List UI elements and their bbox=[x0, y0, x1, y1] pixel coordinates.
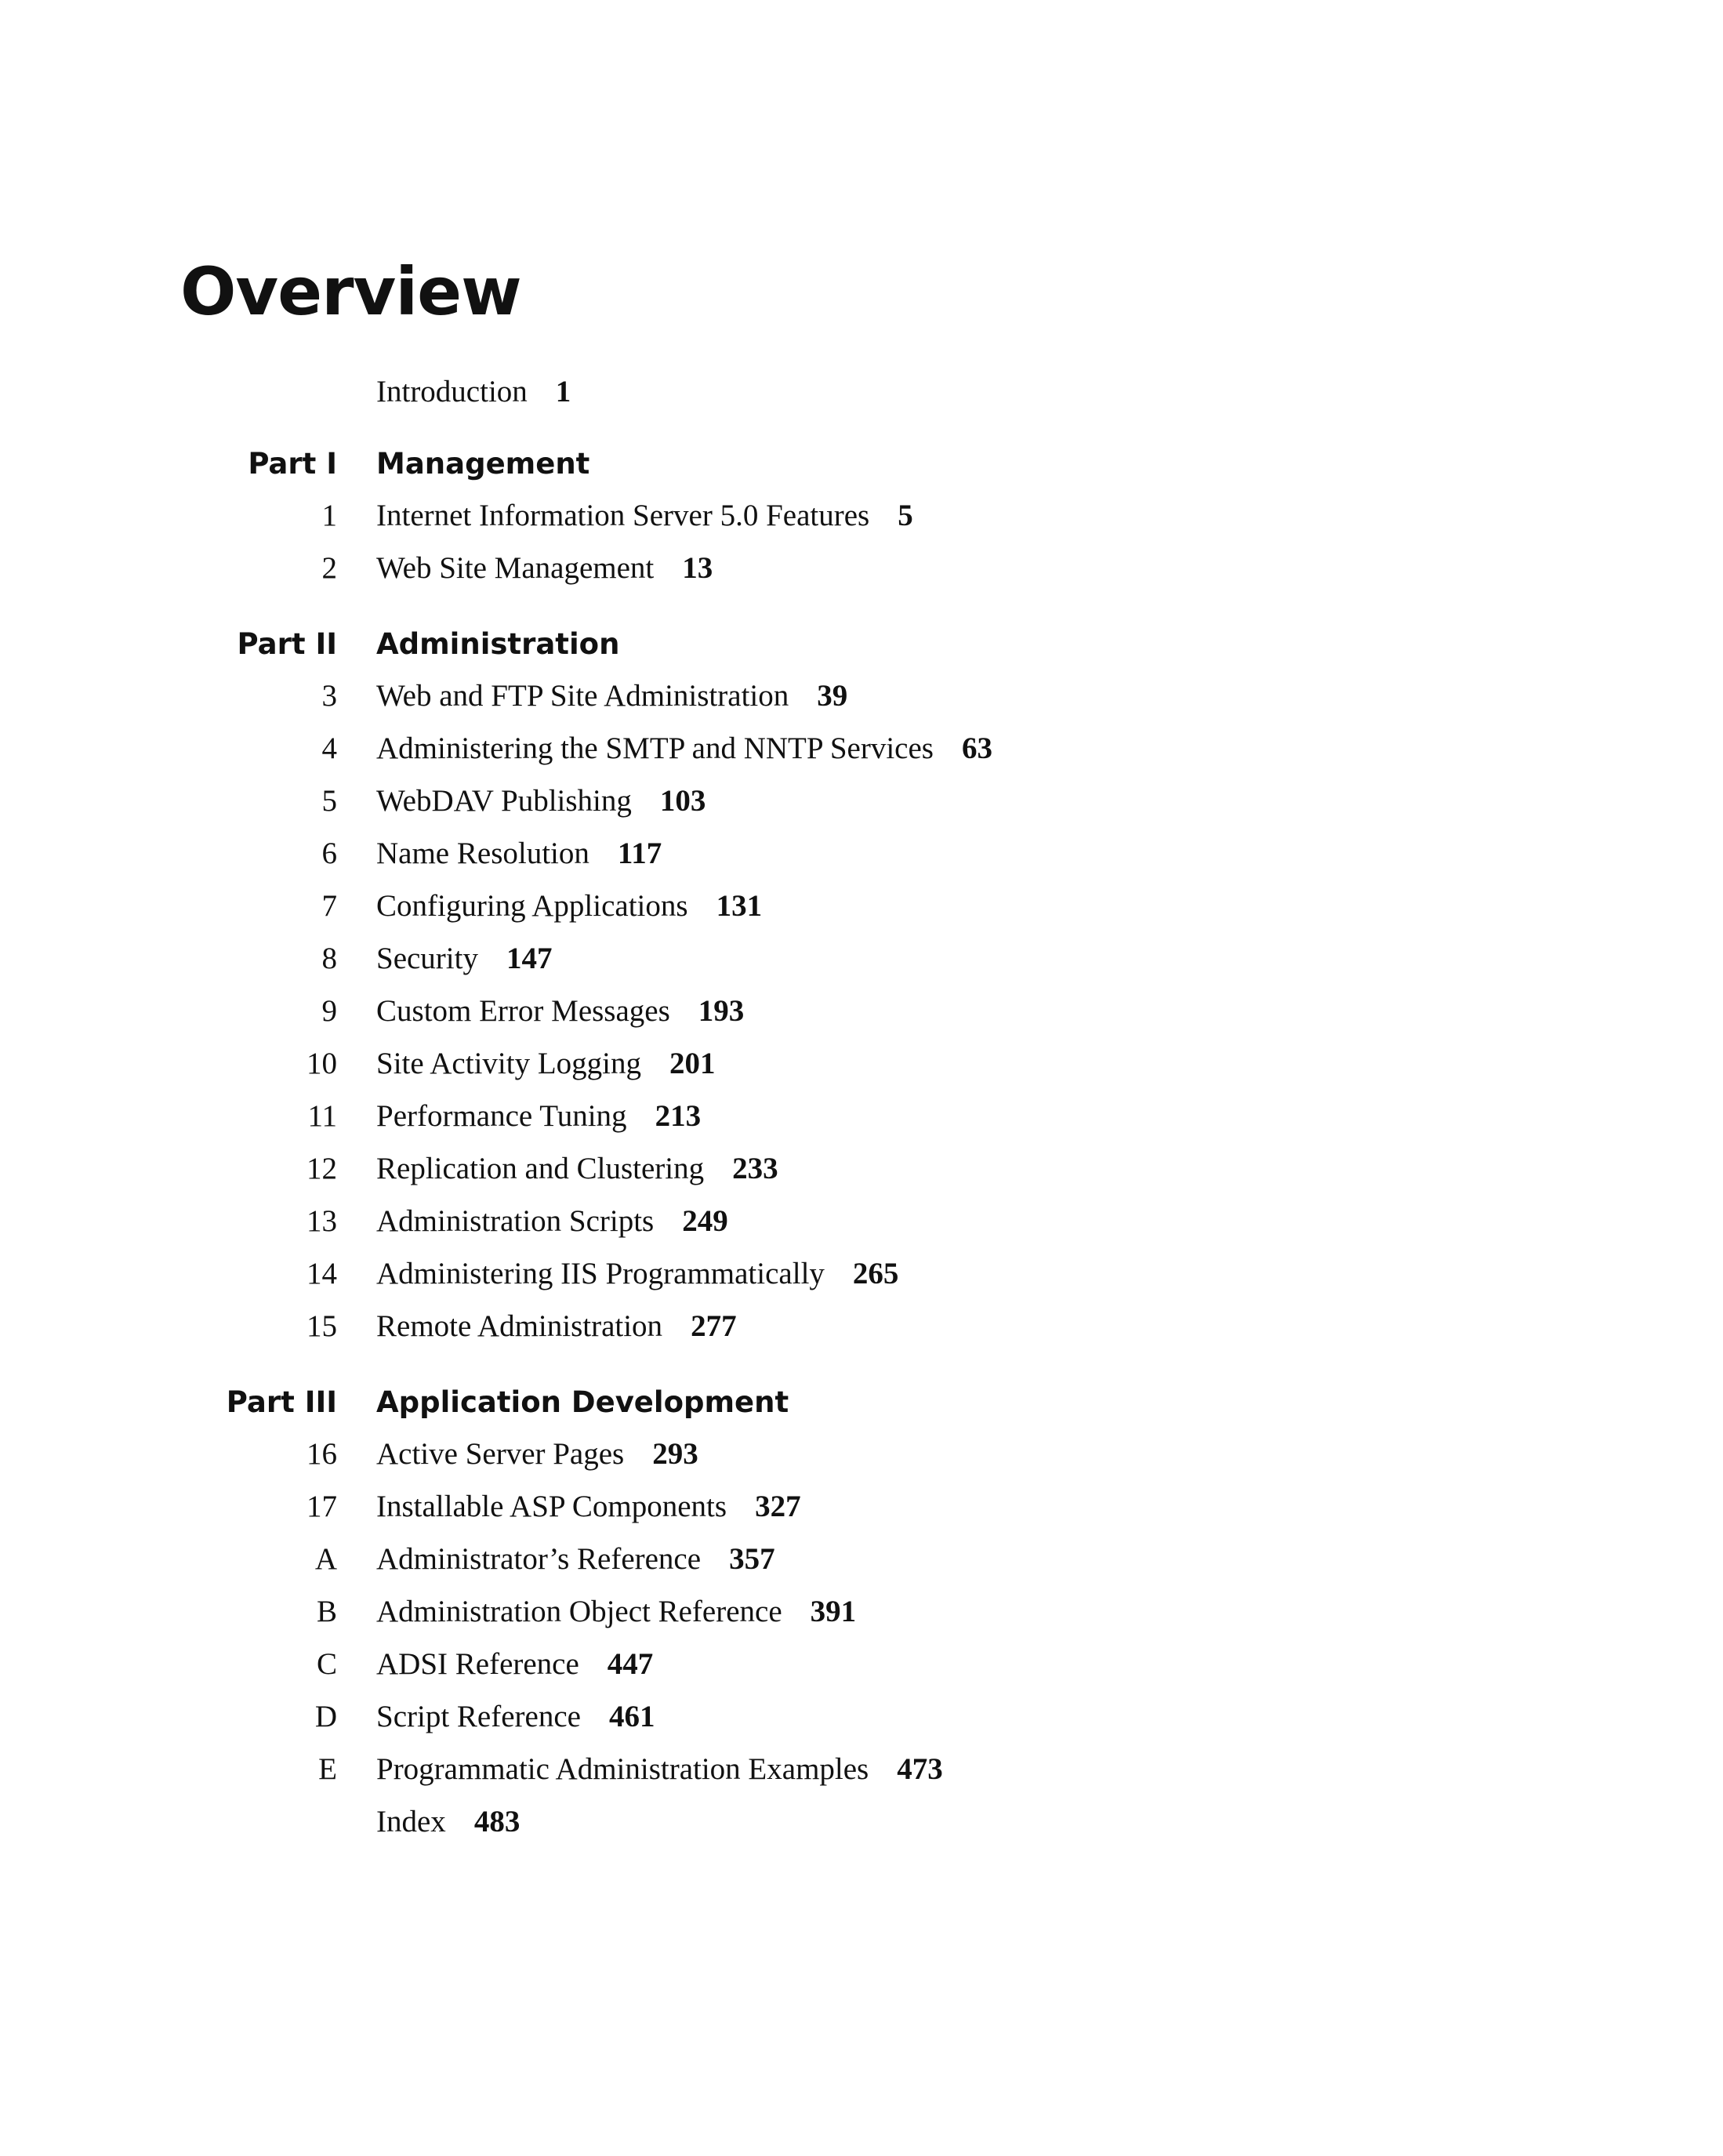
toc-entry bbox=[0, 1145, 1723, 1192]
part-title-text: Management bbox=[376, 447, 590, 481]
toc-entry bbox=[0, 1746, 1723, 1793]
toc-entry bbox=[0, 1093, 1723, 1140]
toc-part-heading bbox=[0, 441, 1723, 488]
chapter-title: Web Site Management bbox=[376, 551, 655, 585]
chapter-title: Security bbox=[376, 942, 478, 975]
chapter-number: 11 bbox=[307, 1099, 337, 1133]
chapter-entry bbox=[376, 778, 706, 825]
chapter-entry bbox=[376, 1431, 698, 1478]
toc-entry bbox=[0, 935, 1723, 982]
chapter-number: 9 bbox=[321, 994, 337, 1028]
chapter-number: 3 bbox=[321, 679, 337, 713]
chapter-title: Script Reference bbox=[376, 1700, 581, 1733]
toc-entry bbox=[0, 883, 1723, 930]
chapter-number: C bbox=[316, 1647, 337, 1681]
chapter-number: 5 bbox=[321, 784, 337, 818]
chapter-entry bbox=[376, 1303, 737, 1350]
toc-entry bbox=[0, 1483, 1723, 1530]
page-number: 103 bbox=[659, 784, 706, 818]
toc-entry bbox=[0, 778, 1723, 825]
chapter-entry bbox=[376, 988, 744, 1035]
chapter-title: Index bbox=[376, 1805, 446, 1838]
chapter-entry bbox=[376, 1198, 728, 1245]
chapter-entry bbox=[376, 1588, 856, 1635]
page-number: 131 bbox=[716, 889, 763, 923]
toc-part-heading bbox=[0, 621, 1723, 668]
chapter-number: 4 bbox=[321, 731, 337, 765]
part-title bbox=[376, 1379, 789, 1426]
chapter-title: Replication and Clustering bbox=[376, 1152, 705, 1185]
chapter-title: Name Resolution bbox=[376, 837, 589, 870]
chapter-number: E bbox=[318, 1752, 337, 1786]
chapter-number: 7 bbox=[321, 889, 337, 923]
chapter-title: ADSI Reference bbox=[376, 1647, 579, 1681]
toc-entry bbox=[0, 545, 1723, 592]
chapter-number: 2 bbox=[321, 551, 337, 585]
chapter-entry bbox=[376, 1536, 775, 1583]
chapter-title: WebDAV Publishing bbox=[376, 784, 632, 818]
chapter-entry bbox=[376, 1093, 701, 1140]
chapter-entry bbox=[376, 725, 992, 772]
page-number: 1 bbox=[555, 375, 571, 408]
chapter-number: 12 bbox=[307, 1152, 337, 1185]
part-label: Part III bbox=[226, 1385, 337, 1419]
chapter-title: Introduction bbox=[376, 375, 528, 408]
chapter-title: Administration Scripts bbox=[376, 1204, 655, 1238]
page-number: 233 bbox=[732, 1152, 778, 1185]
page-number: 249 bbox=[682, 1204, 728, 1238]
page-number: 473 bbox=[897, 1752, 943, 1786]
toc-entry bbox=[0, 1431, 1723, 1478]
page-number: 461 bbox=[608, 1700, 655, 1733]
chapter-title: Custom Error Messages bbox=[376, 994, 670, 1028]
chapter-number: 17 bbox=[307, 1490, 337, 1523]
chapter-entry bbox=[376, 1746, 943, 1793]
part-label: Part II bbox=[237, 627, 337, 661]
chapter-number: 16 bbox=[307, 1437, 337, 1471]
toc-entry bbox=[0, 830, 1723, 877]
chapter-number: 15 bbox=[307, 1309, 337, 1343]
chapter-entry bbox=[376, 492, 913, 539]
chapter-number: 8 bbox=[321, 942, 337, 975]
page-number: 63 bbox=[961, 731, 992, 765]
chapter-entry bbox=[376, 673, 847, 720]
page-number: 357 bbox=[729, 1542, 775, 1576]
chapter-entry bbox=[376, 1483, 801, 1530]
chapter-title: Programmatic Administration Examples bbox=[376, 1752, 869, 1786]
chapter-title: Internet Information Server 5.0 Features bbox=[376, 499, 870, 532]
chapter-entry bbox=[376, 1250, 898, 1298]
chapter-entry bbox=[376, 1693, 655, 1740]
part-label: Part I bbox=[248, 447, 337, 481]
chapter-number: 1 bbox=[321, 499, 337, 532]
toc-entry bbox=[0, 1040, 1723, 1087]
page-number: 13 bbox=[682, 551, 713, 585]
page-number: 213 bbox=[655, 1099, 702, 1133]
part-title bbox=[376, 621, 619, 668]
chapter-number: 14 bbox=[307, 1257, 337, 1290]
chapter-number: 10 bbox=[307, 1047, 337, 1080]
page-number: 39 bbox=[817, 679, 848, 713]
chapter-title: Administering IIS Programmatically bbox=[376, 1257, 825, 1290]
chapter-number: D bbox=[314, 1700, 337, 1733]
chapter-title: Configuring Applications bbox=[376, 889, 688, 923]
toc-entry bbox=[0, 492, 1723, 539]
page-number: 483 bbox=[473, 1805, 521, 1838]
toc-entry bbox=[0, 673, 1723, 720]
chapter-number: 13 bbox=[307, 1204, 337, 1238]
toc-entry bbox=[0, 368, 1723, 416]
chapter-title: Administering the SMTP and NNTP Services bbox=[376, 731, 934, 765]
chapter-entry bbox=[376, 1145, 778, 1192]
part-title-text: Application Development bbox=[376, 1385, 789, 1419]
page-title: Overview bbox=[180, 253, 521, 330]
chapter-entry bbox=[376, 1040, 716, 1087]
page-number: 193 bbox=[698, 994, 745, 1028]
chapter-entry bbox=[376, 1641, 653, 1688]
page-number: 201 bbox=[669, 1047, 716, 1080]
toc-part-heading bbox=[0, 1379, 1723, 1426]
chapter-number: B bbox=[316, 1595, 337, 1628]
chapter-number: A bbox=[314, 1542, 337, 1576]
chapter-title: Performance Tuning bbox=[376, 1099, 627, 1133]
toc-entry bbox=[0, 1693, 1723, 1740]
page-number: 5 bbox=[898, 499, 913, 532]
chapter-title: Site Activity Logging bbox=[376, 1047, 641, 1080]
chapter-entry bbox=[376, 935, 552, 982]
toc-entry bbox=[0, 1250, 1723, 1298]
page-number: 117 bbox=[617, 837, 662, 870]
chapter-entry bbox=[376, 545, 713, 592]
part-title bbox=[376, 441, 589, 488]
toc-entry bbox=[0, 1536, 1723, 1583]
toc-entry bbox=[0, 1641, 1723, 1688]
part-title-text: Administration bbox=[376, 627, 620, 661]
chapter-entry bbox=[376, 883, 762, 930]
page-number: 447 bbox=[607, 1647, 654, 1681]
chapter-title: Administrator’s Reference bbox=[376, 1542, 702, 1576]
toc-entry bbox=[0, 1588, 1723, 1635]
chapter-title: Installable ASP Components bbox=[376, 1490, 727, 1523]
page-number: 147 bbox=[506, 942, 553, 975]
chapter-number: 6 bbox=[321, 837, 337, 870]
chapter-title: Remote Administration bbox=[376, 1309, 663, 1343]
toc-entry bbox=[0, 988, 1723, 1035]
page-number: 265 bbox=[852, 1257, 899, 1290]
chapter-title: Web and FTP Site Administration bbox=[376, 679, 789, 713]
chapter-entry bbox=[376, 830, 662, 877]
chapter-entry bbox=[376, 368, 571, 416]
page-number: 277 bbox=[691, 1309, 737, 1343]
page-number: 391 bbox=[810, 1595, 857, 1628]
chapter-title: Active Server Pages bbox=[376, 1437, 625, 1471]
chapter-entry bbox=[376, 1798, 520, 1846]
toc-entry bbox=[0, 1198, 1723, 1245]
page-number: 327 bbox=[755, 1490, 801, 1523]
page-number: 293 bbox=[652, 1437, 698, 1471]
toc-entry bbox=[0, 1798, 1723, 1846]
toc-entry bbox=[0, 725, 1723, 772]
toc-entry bbox=[0, 1303, 1723, 1350]
chapter-title: Administration Object Reference bbox=[376, 1595, 782, 1628]
